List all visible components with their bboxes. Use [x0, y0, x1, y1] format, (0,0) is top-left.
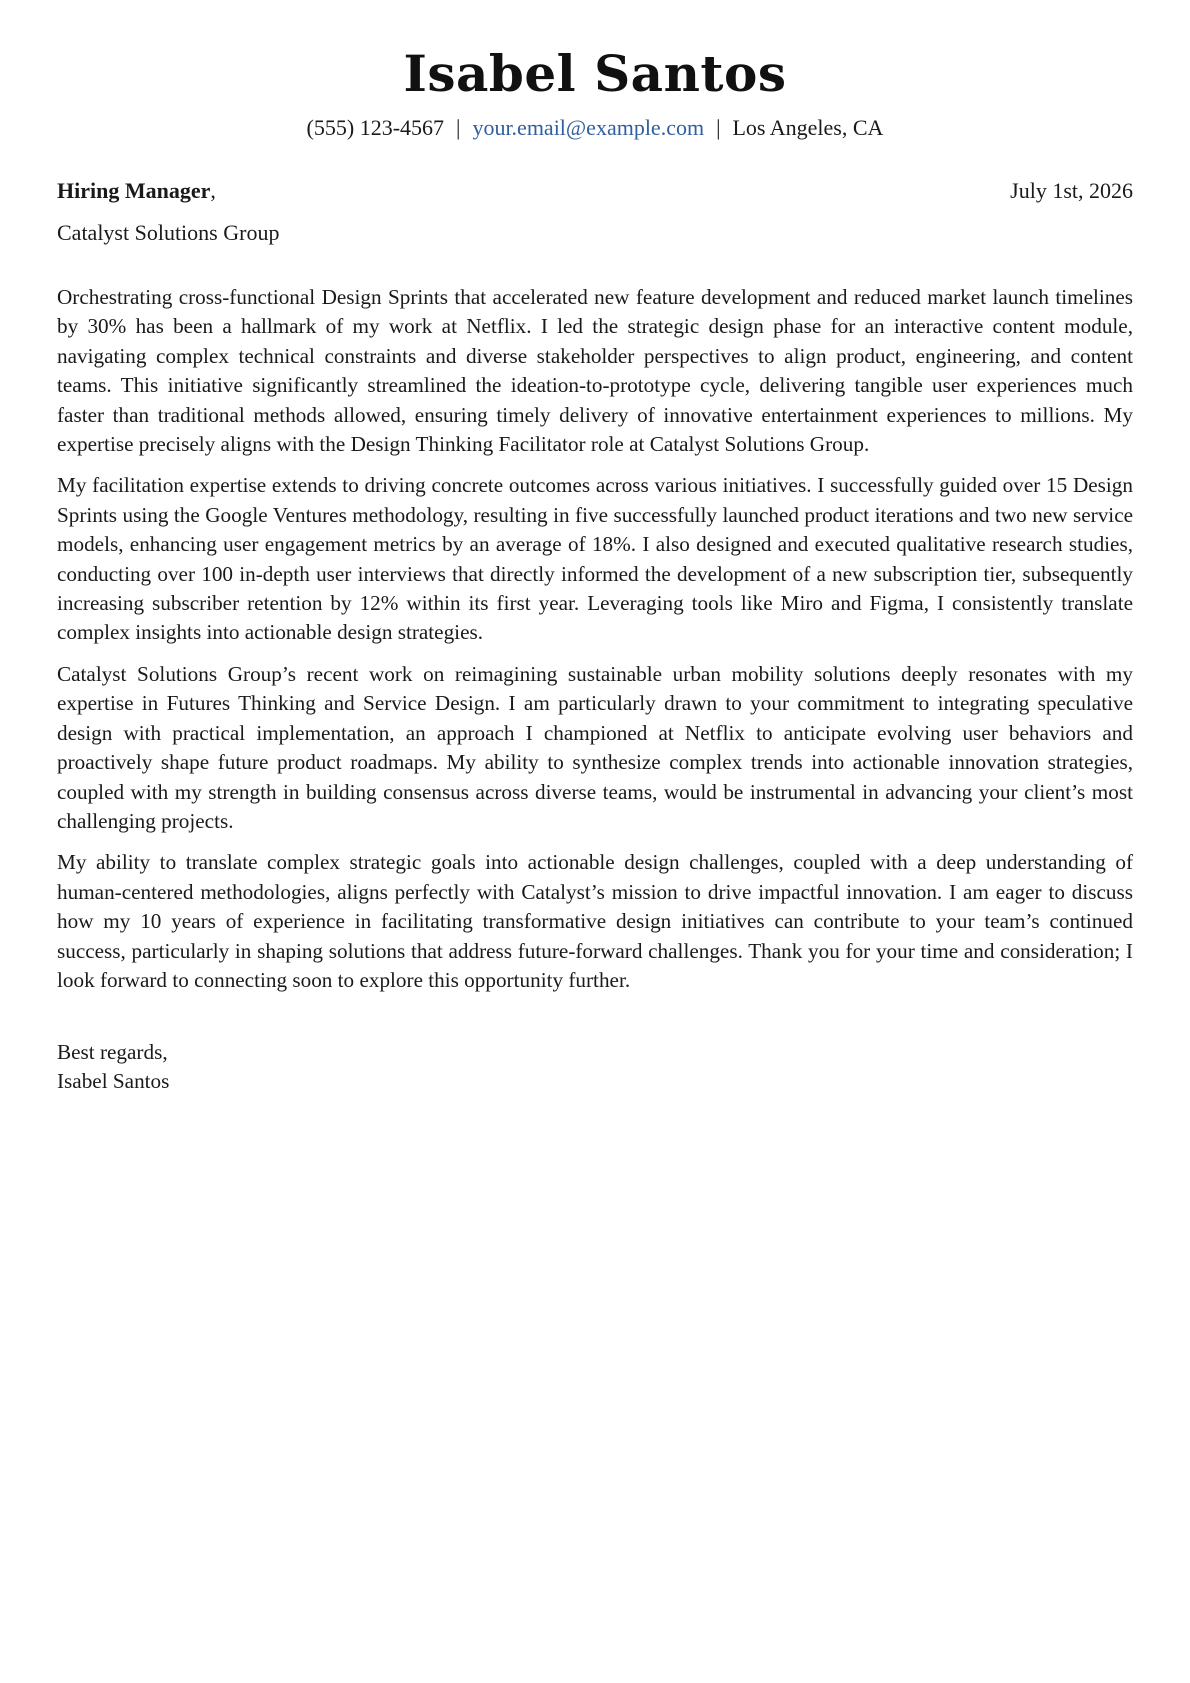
email-link[interactable]: your.email@example.com	[472, 115, 705, 140]
letter-body	[57, 283, 1133, 1007]
contact-separator: |	[716, 115, 721, 140]
contact-line	[0, 114, 1190, 142]
contact-separator: |	[456, 115, 461, 140]
letter-closing	[57, 1038, 169, 1097]
closing-salutation: Best regards,	[57, 1040, 168, 1064]
letter-date: July 1st, 2026	[1010, 178, 1133, 203]
body-paragraph: My ability to translate complex strategic goals into actionable design challenges, coupled with a deep understanding of human-centered methodologies, aligns perfectly with Catalyst’s mission to drive impactful innovation. I am eager to discuss how my 10 years of experience in facilitating transformative design initiatives can contribute to your team’s continued success, particularly in shaping solutions that address future-forward challenges. Thank you for your time and consideration; I look forward to connecting soon to explore this opportunity further.	[57, 850, 1133, 992]
recipient-name-suffix: ,	[210, 178, 216, 203]
body-paragraph: Orchestrating cross-functional Design Sprints that accelerated new feature development and reduced market launch timelines by 30% has been a hallmark of my work at Netflix. I led the strategic design phase for an interactive content module, navigating complex technical constraints and diverse stakeholder perspectives to align product, engineering, and content teams. This initiative significantly streamlined the ideation-to-prototype cycle, delivering tangible user experiences much faster than traditional methods allowed, ensuring timely delivery of innovative entertainment experiences to millions. My expertise precisely aligns with the Design Thinking Facilitator role at Catalyst Solutions Group.	[57, 285, 1133, 457]
location: Los Angeles, CA	[732, 115, 884, 140]
signature-name: Isabel Santos	[57, 1069, 170, 1094]
body-paragraph: Catalyst Solutions Group’s recent work on reimagining sustainable urban mobility solutions deeply resonates with my expertise in Futures Thinking and Service Design. I am particularly drawn to your commitment to integrating speculative design with practical implementation, an approach I championed at Netflix to anticipate evolving user behaviors and proactively shape future product roadmaps. My ability to synthesize complex trends into actionable innovation strategies, coupled with my strength in building consensus across diverse teams, would be instrumental in advancing your client’s most challenging projects.	[57, 661, 1133, 833]
recipient-name: Hiring Manager	[57, 178, 211, 203]
applicant-name: Isabel Santos	[403, 44, 787, 103]
recipient-company: Catalyst Solutions Group	[57, 220, 280, 245]
phone-number: (555) 123-4567	[306, 115, 445, 140]
recipient	[57, 177, 216, 205]
body-paragraph: My facilitation expertise extends to driving concrete outcomes across various initiatives. I successfully guided over 15 Design Sprints using the Google Ventures methodology, resulting in five successfully launched product iterations and two new service models, enhancing user engagement metrics by an average of 18%. I also designed and executed qualitative research studies, conducting over 100 in-depth user interviews that directly informed the development of a new subscription tier, subsequently increasing subscriber retention by 12% within its first year. Leveraging tools like Miro and Figma, I consistently translate complex insights into actionable design strategies.	[57, 473, 1133, 645]
